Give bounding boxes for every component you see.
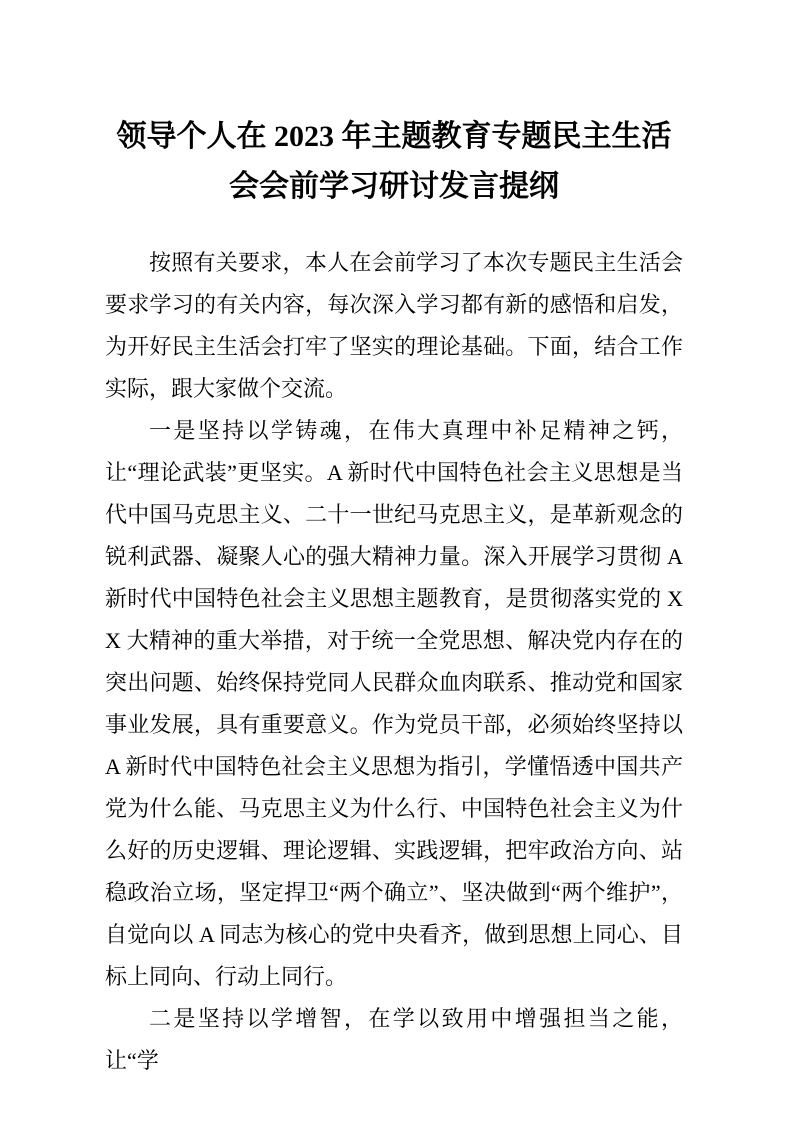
document-title-line-1: 领导个人在 2023 年主题教育专题民主生活: [116, 120, 672, 153]
paragraph-point-two-truncated: 二是坚持以学增智，在学以致用中增强担当之能，让“学: [105, 1006, 683, 1073]
document-title-line-2: 会会前学习研讨发言提纲: [229, 170, 559, 203]
document-title: [105, 112, 683, 212]
paragraph-point-one: 一是坚持以学铸魂，在伟大真理中补足精神之钙，让“理论武装”更坚实。A 新时代中国特色社会主义思想是当代中国马克思主义、二十一世纪马克思主义，是革新观念的锐利武器、凝聚人心的强大精神力量。深入开展学习贯彻 A 新时代中国特色社会主义思想主题教育，是贯彻落实党的 XX 大精神的重大举措，对于统一全党思想、解决党内存在的突出问题、始终保持党同人民群众血肉联系、推动党和国家事业发展，具有重要意义。作为党员干部，必须始终坚持以 A 新时代中国特色社会主义思想为指引，学懂悟透中国共产党为什么能、马克思主义为什么行、中国特色社会主义为什么好的历史逻辑、理论逻辑、实践逻辑，把牢政治方向、站稳政治立场，坚定捍卫“两个确立”、坚决做到“两个维护”，自觉向以 A 同志为核心的党中央看齐，做到思想上同心、目标上同向、行动上同行。: [105, 418, 683, 989]
paragraph-intro: 按照有关要求，本人在会前学习了本次专题民主生活会要求学习的有关内容，每次深入学习都有新的感悟和启发，为开好民主生活会打牢了坚实的理论基础。下面，结合工作实际，跟大家做个交流。: [105, 250, 683, 401]
document-body: [105, 242, 683, 1082]
